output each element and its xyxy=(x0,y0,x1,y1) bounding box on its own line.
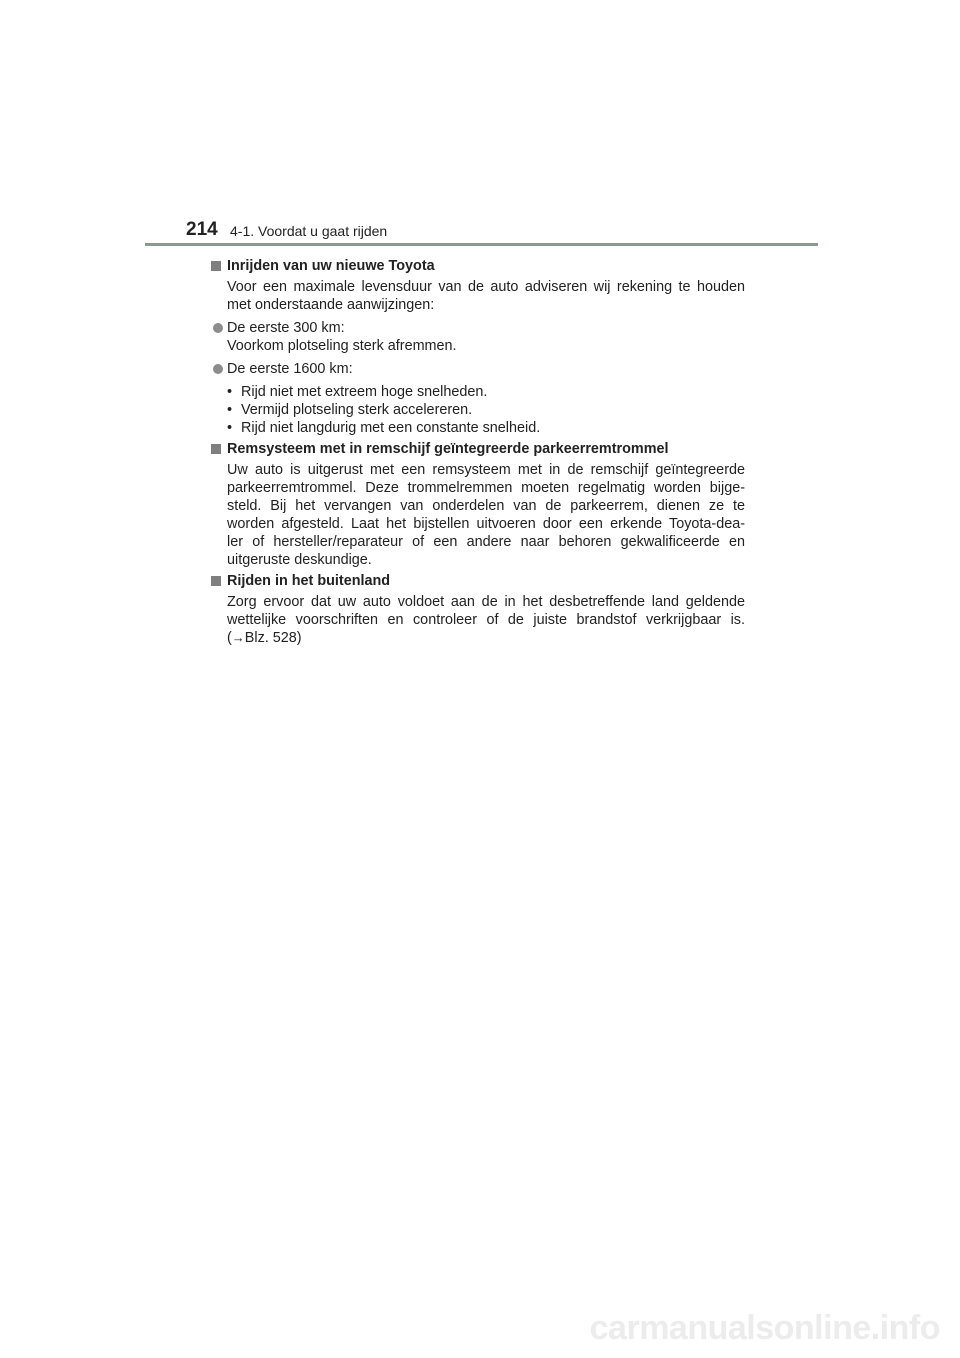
sub-list-item: • Vermijd plotseling sterk accelereren. xyxy=(227,402,473,418)
round-bullet-icon xyxy=(213,323,223,333)
section-heading-buitenland: Rijden in het buitenland xyxy=(210,572,745,590)
page-number: 214 xyxy=(186,219,218,240)
section-heading-inrijden: Inrijden van uw nieuwe Toyota xyxy=(210,257,745,275)
watermark: carmanualsonline.info xyxy=(589,1309,940,1347)
square-bullet-icon xyxy=(211,576,221,586)
round-bullet-icon xyxy=(213,364,223,374)
sub-list-item: • Rijd niet langdurig met een constante snelheid. xyxy=(227,420,541,436)
page-reference: (→Blz. 528) xyxy=(227,630,302,646)
dot-marker: • xyxy=(227,402,233,418)
square-bullet-icon xyxy=(211,444,221,454)
sub-list-item: • Rijd niet met extreem hoge snelheden. xyxy=(227,384,488,400)
square-bullet-icon xyxy=(211,261,221,271)
paragraph-buitenland: Zorg ervoor dat uw auto voldoet aan de in het desbetreffende land geldende wettelijke voorschriften en controleer of de juiste brandstof verkrijgbaar is. (→Blz. 528) xyxy=(227,594,745,646)
dot-marker: • xyxy=(227,384,233,400)
arrow-right-icon: → xyxy=(231,630,245,645)
list-item: De eerste 1600 km: xyxy=(210,360,745,378)
sub-list xyxy=(210,383,745,437)
paragraph-inrijden: Voor een maximale levensduur van de auto adviseren wij rekening te houden met onderstaande aanwijzingen: xyxy=(227,279,745,313)
section-heading-remsysteem: Remsysteem met in remschijf geïntegreerde parkeerremtrommel xyxy=(210,440,745,458)
dot-marker: • xyxy=(227,420,233,436)
paragraph-remsysteem: Uw auto is uitgerust met een remsysteem met in de remschijf geïntegreerde parkeerremtrommel. Deze trommelremmen moeten regelmatig worden bijge- steld. Bij het vervangen van onderdelen van de parkeerrem, dienen ze te worden afgesteld. Laat het bijstellen uitvoeren door een erkende Toyota-dea- ler of hersteller/reparateur of een andere naar behoren gekwalificeerde en uitgeruste deskundige. xyxy=(227,462,745,568)
section-title: 4-1. Voordat u gaat rijden xyxy=(230,223,388,239)
header-divider xyxy=(145,243,818,246)
page-content xyxy=(210,254,745,647)
list-item: De eerste 300 km: Voorkom plotseling sterk afremmen. xyxy=(210,319,745,355)
